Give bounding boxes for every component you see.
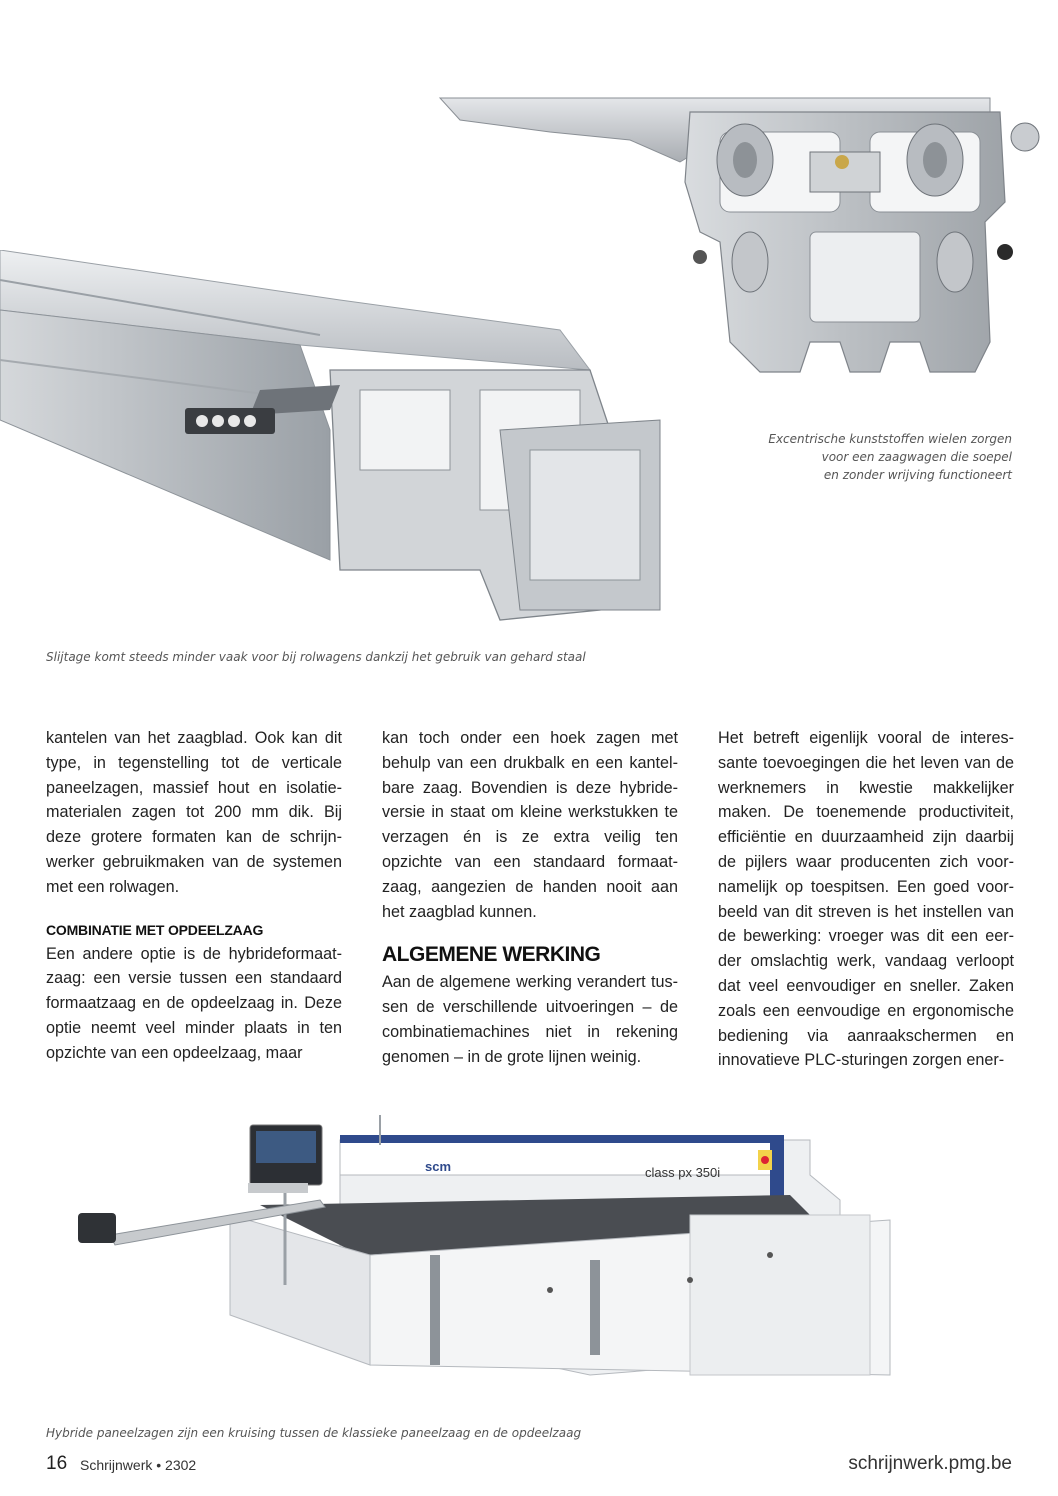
col1-paragraph-1: kantelen van het zaagblad. Ook kan dit type, in tegenstelling tot de verticale paneelzagen, massief hout en isolatiematerialen zagen tot 200 mm dik. Bij deze grotere formaten kan de schrijnwerker gebruikmaken van de systemen met een rolwagen.	[46, 729, 342, 896]
col1-paragraph-2: Een andere optie is de hybrideformaatzaag: een versie tussen een standaard formaatzaag en de opdeelzaag in. Deze optie neemt veel minder plaats in ten opzichte van een opdeelzaag, maar	[46, 944, 342, 1062]
col1-heading: COMBINATIE MET OPDEELZAAG	[46, 921, 264, 938]
page-number: 16	[46, 1453, 68, 1474]
text-column-1	[46, 726, 342, 1066]
machine-brand-label: scm	[425, 1159, 452, 1174]
col2-paragraph-1: kan toch onder een hoek zagen met behulp van een drukbalk en een kantelbare zaag. Bovendien is deze hybrideversie in staat om kleine werkstukken te verzagen én is ze extra veilig ten opzichte van een standaard formaatzaag, aangezien de handen nooit aan het zaagblad kunnen.	[382, 729, 678, 921]
text-column-3	[718, 726, 1014, 1073]
text-column-2	[382, 726, 678, 1070]
machine-caption: Hybride paneelzagen zijn een kruising tussen de klassieke paneelzaag en de opdeelzaag	[46, 1426, 582, 1440]
col2-heading: ALGEMENE WERKING	[382, 943, 601, 967]
profile-caption-line-2: voor een zaagwagen die soepel	[821, 450, 1012, 464]
profile-caption	[680, 430, 1012, 484]
machine-model-label: class px 350i	[645, 1165, 721, 1180]
sliding-table-rail-image	[0, 250, 680, 630]
publication-issue: Schrijnwerk • 2302	[80, 1457, 197, 1473]
col2-paragraph-2: Aan de algemene werking verandert tussen de verschillende uitvoeringen – de combinatiemachines niet in rekening genomen – in de grote lijnen weinig.	[382, 973, 678, 1066]
website-url[interactable]: schrijnwerk.pmg.be	[848, 1453, 1012, 1474]
hybrid-panel-saw-image	[70, 1105, 970, 1405]
rail-caption: Slijtage komt steeds minder vaak voor bij rolwagens dankzij het gebruik van gehard staal	[46, 650, 586, 664]
profile-caption-line-3: en zonder wrijving functioneert	[823, 468, 1012, 482]
profile-caption-line-1: Excentrische kunststoffen wielen zorgen	[768, 432, 1012, 446]
col3-paragraph-1: Het betreft eigenlijk vooral de interessante toevoegingen die het leven van de werknemers in kwestie makkelijker maken. De toenemende productiviteit, efficiëntie en duurzaamheid zijn daarbij de pijlers waar producenten zich voornamelijk op toespitsen. Een goed voorbeeld van dit streven is het instellen van de bewerking: vroeger was dit een eerder omslachtig werk, vandaag verloopt dat veel eenvoudiger en sneller. Zaken zoals een eenvoudige en ergonomische bediening via aanraakschermen en innovatieve PLC-sturingen zorgen ener-	[718, 729, 1014, 1070]
